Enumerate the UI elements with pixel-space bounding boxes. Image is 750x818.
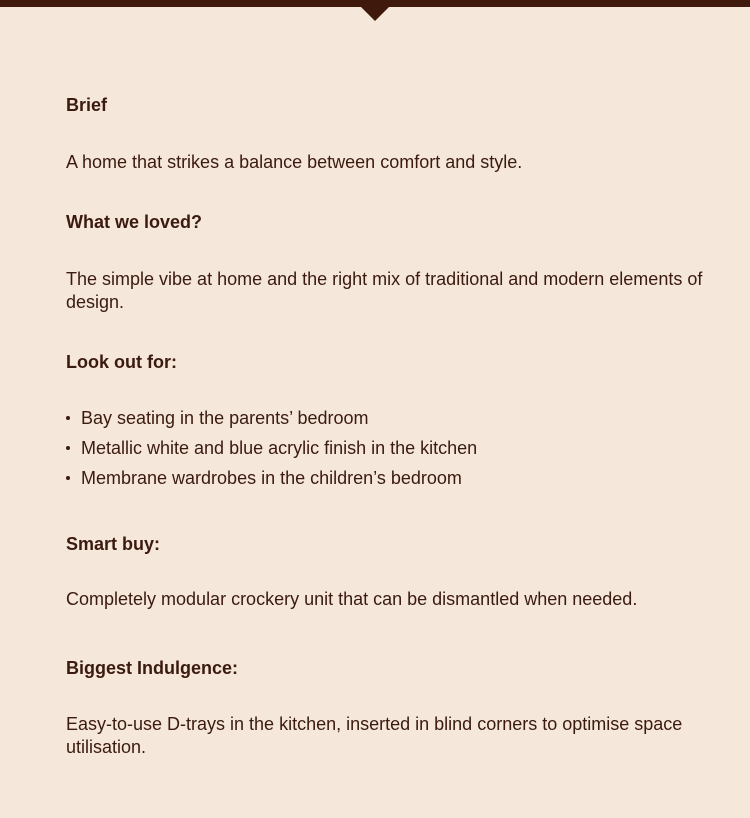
brief-heading: Brief bbox=[66, 95, 108, 115]
indulgence-text: Easy-to-use D-trays in the kitchen, inserted in blind corners to optimise space utilisation. bbox=[66, 714, 683, 757]
look-out-heading: Look out for: bbox=[66, 352, 177, 372]
top-bar bbox=[0, 0, 750, 7]
list-item-label: Membrane wardrobes in the children’s bedroom bbox=[81, 468, 462, 488]
brief-text: A home that strikes a balance between comfort and style. bbox=[66, 152, 523, 172]
down-arrow-icon bbox=[361, 7, 389, 21]
bullet-icon bbox=[66, 446, 70, 450]
smart-buy-heading: Smart buy: bbox=[66, 534, 161, 554]
loved-text: The simple vibe at home and the right mix of traditional and modern elements of design. bbox=[66, 269, 703, 312]
list-item bbox=[66, 467, 477, 497]
list-item bbox=[66, 437, 477, 467]
smart-buy-text: Completely modular crockery unit that can be dismantled when needed. bbox=[66, 589, 638, 609]
loved-heading: What we loved? bbox=[66, 212, 203, 232]
bullet-icon bbox=[66, 416, 70, 420]
list-item-label: Metallic white and blue acrylic finish in the kitchen bbox=[81, 438, 478, 458]
list-item bbox=[66, 407, 477, 437]
look-out-list bbox=[66, 407, 477, 497]
list-item-label: Bay seating in the parents’ bedroom bbox=[81, 408, 369, 428]
indulgence-heading: Biggest Indulgence: bbox=[66, 658, 239, 678]
bullet-icon bbox=[66, 476, 70, 480]
